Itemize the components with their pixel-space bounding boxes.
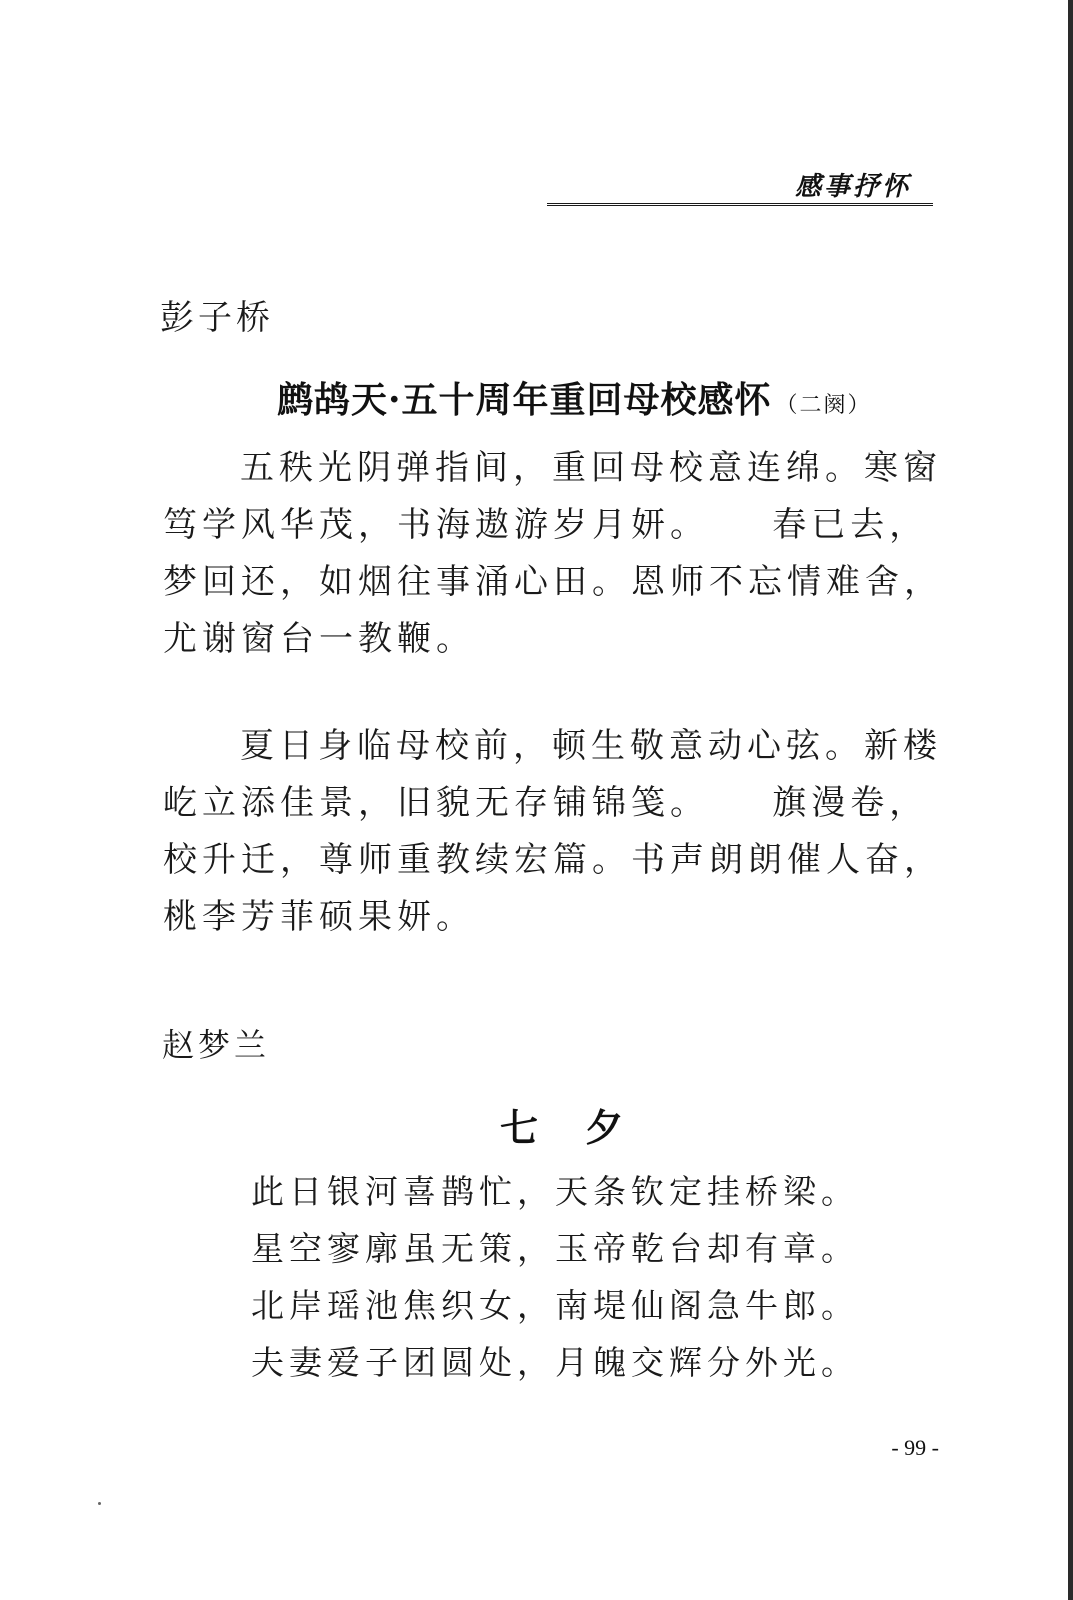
- running-head-section-title: 感事抒怀: [794, 172, 911, 202]
- poem-2-line-4: 夫妻爱子团圆处，月魄交辉分外光。: [251, 1343, 859, 1382]
- running-head-rule: [547, 203, 933, 206]
- poem-2-author: 赵梦兰: [162, 1026, 271, 1064]
- scan-edge-shadow: [1068, 0, 1073, 1600]
- poem-1-stanza-2: 夏日身临母校前，顿生敬意动心弦。新楼屹立添佳景，旧貌无存铺锦笺。 旗漫卷，校升迁，尊师重教续宏篇。书声朗朗催人奋，桃李芳菲硕果妍。: [163, 726, 943, 937]
- poem-2-line-3: 北岸瑶池焦织女，南堤仙阁急牛郎。: [251, 1286, 859, 1325]
- poem-1-title: [277, 372, 872, 423]
- poem-1-stanza-1: 五秩光阴弹指间，重回母校意连绵。寒窗笃学风华茂，书海遨游岁月妍。 春已去，梦回还，如烟往事涌心田。恩师不忘情难舍，尤谢窗台一教鞭。: [163, 448, 943, 659]
- scan-speck: [98, 1502, 101, 1505]
- poem-2-title: 七 夕: [500, 1105, 630, 1150]
- poem-2-verse: [251, 1163, 859, 1391]
- poem-2-line-1: 此日银河喜鹊忙，天条钦定挂桥梁。: [251, 1172, 859, 1211]
- poem-1-author: 彭子桥: [160, 298, 274, 338]
- poem-2-line-2: 星空寥廓虽无策，玉帝乾台却有章。: [251, 1229, 859, 1268]
- page-number: - 99 -: [891, 1435, 939, 1460]
- poem-1-title-note: （二阕）: [775, 393, 872, 418]
- poem-1-title-text: 鹧鸪天·五十周年重回母校感怀: [277, 379, 772, 421]
